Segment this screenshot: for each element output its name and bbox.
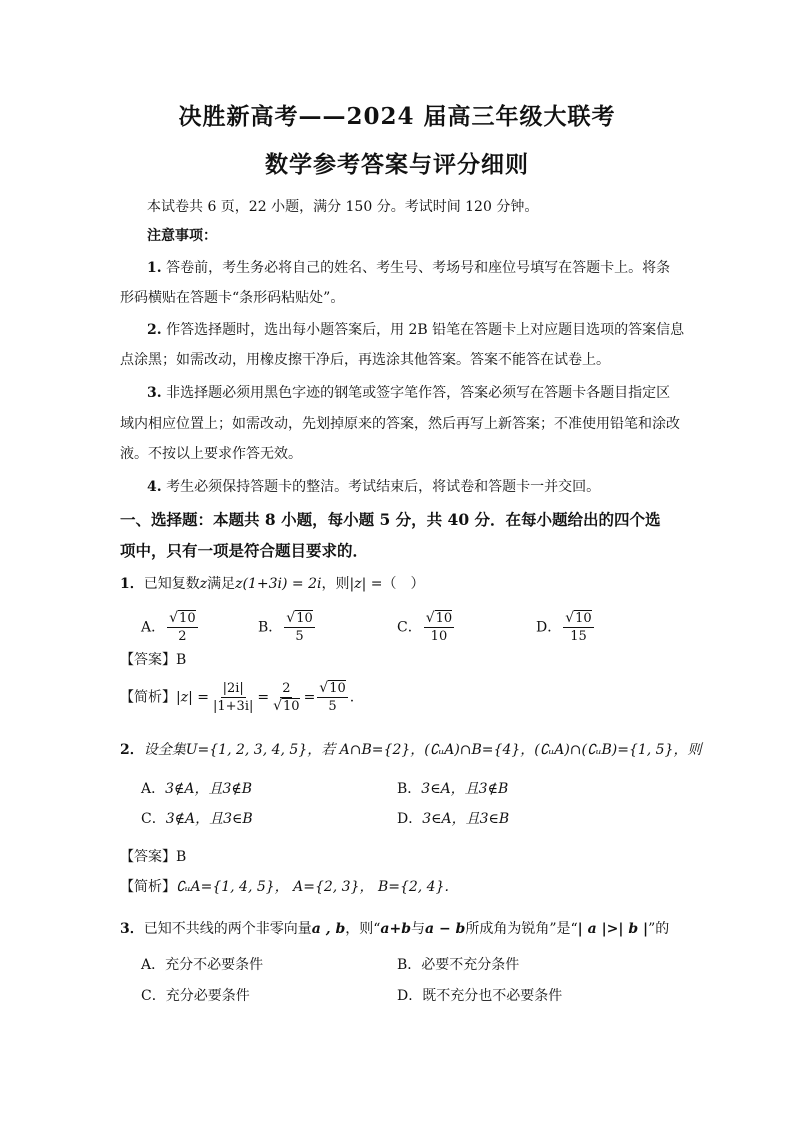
notice-3 bbox=[147, 379, 707, 408]
notice-number: 2. bbox=[147, 322, 162, 338]
notice-number: 4. bbox=[147, 479, 162, 495]
question-2 bbox=[120, 739, 701, 761]
math-vector: a+b bbox=[380, 921, 411, 937]
q1-option-b bbox=[258, 610, 317, 645]
question-1 bbox=[120, 573, 424, 595]
question-text: 与 bbox=[411, 921, 425, 937]
option-label: D． bbox=[397, 811, 423, 827]
q1-answer: 【答案】B bbox=[120, 652, 187, 668]
question-text: 设全集U={1, 2, 3, 4, 5}，若 A∩B={2}，(∁ᵤA)∩B={4}，(∁ᵤA)∩(∁ᵤB)={1, 5}，则 bbox=[143, 742, 702, 758]
question-number: 2． bbox=[120, 742, 144, 758]
q2-option-a bbox=[141, 778, 252, 800]
notice-text: 考生必须保持答题卡的整洁。考试结束后，将试卷和答题卡一并交回。 bbox=[166, 479, 601, 495]
option-text: 既不充分也不必要条件 bbox=[422, 988, 563, 1004]
question-text: 已知复数 bbox=[143, 576, 200, 592]
option-label: C． bbox=[141, 988, 166, 1004]
option-label: A． bbox=[141, 957, 166, 973]
exam-title: 决胜新高考——2024 届高三年级大联考 bbox=[178, 103, 616, 130]
notice-3-cont2: 液。不按以上要求作答无效。 bbox=[120, 446, 302, 462]
math-vector: a , b bbox=[311, 921, 346, 937]
q2-option-b bbox=[397, 778, 508, 800]
math-expr: |z| = bbox=[349, 576, 383, 592]
denominator: 5 bbox=[328, 699, 337, 714]
option-label: B． bbox=[397, 957, 422, 973]
q2-answer: 【答案】B bbox=[120, 849, 187, 865]
notice-1-cont: 形码横贴在答题卡“条形码粘贴处”。 bbox=[120, 290, 345, 306]
option-text: 必要不充分条件 bbox=[421, 957, 520, 973]
answer-key-title: 数学参考答案与评分细则 bbox=[265, 151, 529, 178]
q3-option-c bbox=[141, 985, 250, 1007]
numerator: |2i| bbox=[222, 681, 244, 696]
analysis-text: ∁ᵤA={1, 4, 5}， A={2, 3}， B={2, 4}. bbox=[176, 879, 449, 895]
denominator: 2 bbox=[178, 629, 187, 644]
fraction: $\frac{√10}{5}$ bbox=[319, 680, 346, 714]
option-label: D． bbox=[397, 988, 423, 1004]
q2-option-c bbox=[141, 808, 253, 830]
question-number: 1． bbox=[120, 576, 144, 592]
denominator: |1+3i| bbox=[213, 699, 254, 714]
question-text: 所成角为锐角”是“ bbox=[465, 921, 578, 937]
notice-number: 1. bbox=[147, 260, 162, 276]
q2-analysis bbox=[120, 876, 449, 898]
notice-text: 答卷前，考生务必将自己的姓名、考生号、考场号和座位号填写在答题卡上。将条 bbox=[166, 260, 671, 276]
option-label: B． bbox=[258, 619, 283, 636]
q3-option-d bbox=[397, 985, 562, 1007]
option-text: 3∈A，且3∉B bbox=[421, 781, 509, 797]
question-text: ，则 bbox=[321, 576, 350, 592]
notice-4 bbox=[147, 473, 707, 502]
denominator: 15 bbox=[570, 629, 587, 644]
q3-option-b bbox=[397, 954, 519, 976]
fraction bbox=[211, 680, 255, 715]
option-text: 3∉A，且3∉B bbox=[165, 781, 253, 797]
math-expr: | a |>| b | bbox=[577, 921, 649, 937]
section-heading-cont: 项中，只有一项是符合题目要求的． bbox=[120, 541, 369, 560]
radicand: 10 bbox=[296, 611, 313, 626]
analysis-label: 【简析】 bbox=[120, 879, 176, 895]
option-label: C． bbox=[141, 811, 166, 827]
notice-3-cont: 域内相应位置上；如需改动，先划掉原来的答案，然后再写上新答案；不准使用铅笔和涂改 bbox=[120, 416, 680, 432]
denominator: 10 bbox=[430, 629, 448, 644]
q1-option-d bbox=[536, 610, 596, 645]
section-heading: 一、选择题：本题共 8 小题，每小题 5 分，共 40 分．在每小题给出的四个选 bbox=[120, 510, 661, 529]
fraction: $\frac{√10}{15}$ bbox=[565, 610, 592, 644]
math-vector: a − b bbox=[425, 921, 466, 937]
equals: = bbox=[303, 689, 316, 706]
option-text: 3∈A，且3∈B bbox=[422, 811, 510, 827]
answer-blank: （ ） bbox=[382, 576, 425, 592]
question-text: ，则“ bbox=[345, 921, 381, 937]
radicand: 10 bbox=[575, 611, 592, 626]
option-text: 充分不必要条件 bbox=[165, 957, 264, 973]
fraction: $\frac{√10}{2}$ bbox=[169, 610, 196, 644]
analysis-label: 【简析】 bbox=[120, 689, 176, 706]
option-label: B． bbox=[397, 781, 422, 797]
fraction: $\frac{√10}{5}$ bbox=[286, 610, 313, 644]
notice-text: 非选择题必须用黑色字迹的钢笔或签字笔作答，答案必须写在答题卡各题目指定区 bbox=[166, 385, 671, 401]
equals: = bbox=[257, 689, 270, 706]
question-text: 满足 bbox=[207, 576, 236, 592]
intro-text: 本试卷共 6 页，22 小题，满分 150 分。考试时间 120 分钟。 bbox=[147, 199, 539, 215]
notice-heading: 注意事项： bbox=[147, 228, 217, 244]
notice-2-cont: 点涂黑；如需改动，用橡皮擦干净后，再选涂其他答案。答案不能答在试卷上。 bbox=[120, 352, 610, 368]
question-3 bbox=[120, 918, 669, 940]
option-label: D． bbox=[536, 619, 562, 636]
q3-option-a bbox=[141, 954, 263, 976]
option-label: A． bbox=[141, 619, 166, 636]
radicand: 10 bbox=[329, 681, 346, 696]
question-text: 已知不共线的两个非零向量 bbox=[143, 921, 312, 937]
q1-option-a bbox=[141, 610, 200, 645]
q1-option-c bbox=[397, 610, 456, 645]
notice-text: 作答选择题时，选出每小题答案后，用 2B 铅笔在答题卡上对应题目选项的答案信息 bbox=[166, 322, 685, 338]
math-var: z bbox=[199, 576, 208, 592]
period: . bbox=[349, 689, 355, 706]
fraction: $\frac{√10}{10}$ bbox=[425, 610, 453, 644]
numerator: 2 bbox=[282, 681, 291, 696]
option-label: A． bbox=[141, 781, 166, 797]
question-text: ”的 bbox=[648, 921, 670, 937]
q1-analysis bbox=[120, 680, 354, 715]
fraction: $\frac{2}{√10}$ bbox=[273, 681, 300, 714]
notice-2 bbox=[147, 316, 707, 345]
option-text: 充分必要条件 bbox=[165, 988, 250, 1004]
math-expr: z(1+3i) = 2i bbox=[235, 576, 322, 592]
option-label: C． bbox=[397, 619, 422, 636]
option-text: 3∉A，且3∈B bbox=[165, 811, 253, 827]
question-number: 3． bbox=[120, 921, 144, 937]
notice-1 bbox=[147, 254, 707, 283]
math-expr: |z| = bbox=[176, 689, 209, 706]
denominator: 5 bbox=[295, 629, 304, 644]
q2-option-d bbox=[397, 808, 509, 830]
notice-number: 3. bbox=[147, 385, 162, 401]
radicand: 10 bbox=[179, 611, 196, 626]
radicand: 10 bbox=[283, 699, 300, 714]
radicand: 10 bbox=[435, 611, 453, 626]
